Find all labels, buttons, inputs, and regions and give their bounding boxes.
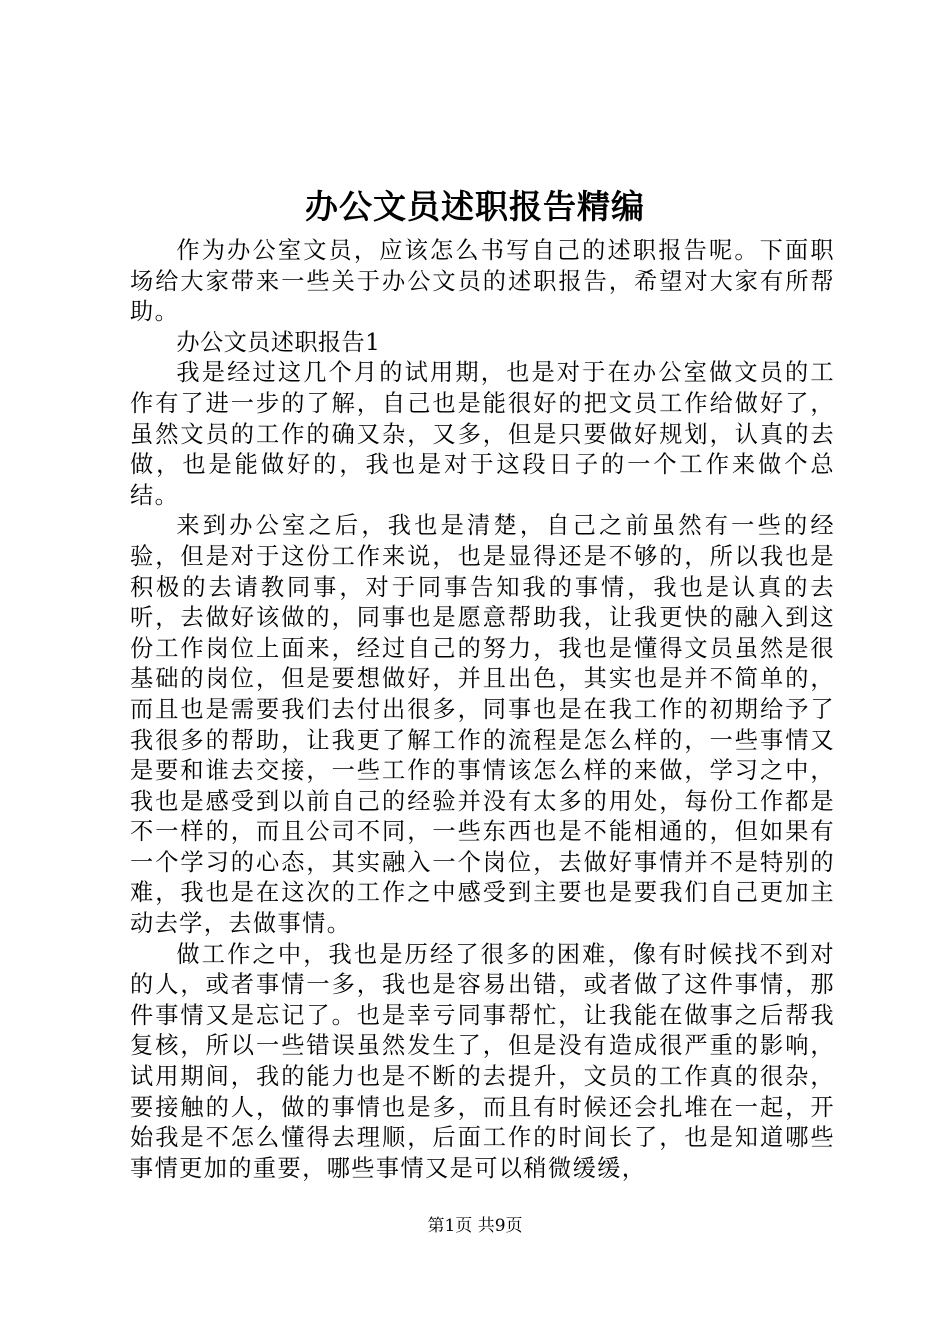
body-paragraph: 做工作之中，我也是历经了很多的困难，像有时候找不到对的人，或者事情一多，我也是容易出错，或者做了这件事情，那件事情又是忘记了。也是幸亏同事帮忙，让我能在做事之后帮我复核，所以一些错误虽然发生了，但是没有造成很严重的影响，试用期间，我的能力也是不断的去提升，文员的工作真的很杂，要接触的人，做的事情也是多，而且有时候还会扎堆在一起，开始我是不怎么懂得去理顺，后面工作的时间长了，也是知道哪些事情更加的重要，哪些事情又是可以稍微缓缓， <box>130 940 835 1182</box>
document-title: 办公文员述职报告精编 <box>305 187 645 226</box>
body-paragraph: 来到办公室之后，我也是清楚，自己之前虽然有一些的经验，但是对于这份工作来说，也是显得还是不够的，所以我也是积极的去请教同事，对于同事告知我的事情，我也是认真的去听，去做好该做的，同事也是愿意帮助我，让我更快的融入到这份工作岗位上面来，经过自己的努力，我也是懂得文员虽然是很基础的岗位，但是要想做好，并且出色，其实也是并不简单的，而且也是需要我们去付出很多，同事也是在我工作的初期给予了我很多的帮助，让我更了解工作的流程是怎么样的，一些事情又是要和谁去交接，一些工作的事情该怎么样的来做，学习之中，我也是感受到以前自己的经验并没有太多的用处，每份工作都是不一样的，而且公司不同，一些东西也是不能相通的，但如果有一个学习的心态，其实融入一个岗位，去做好事情并不是特别的难，我也是在这次的工作之中感受到主要也是要我们自己更加主动去学，去做事情。 <box>130 512 835 938</box>
intro-paragraph: 作为办公室文员，应该怎么书写自己的述职报告呢。下面职场给大家带来一些关于办公文员的述职报告，希望对大家有所帮助。 <box>130 237 835 326</box>
body-paragraph: 我是经过这几个月的试用期，也是对于在办公室做文员的工作有了进一步的了解，自己也是能很好的把文员工作给做好了，虽然文员的工作的确又杂，又多，但是只要做好规划，认真的去做，也是能做好的，我也是对于这段日子的一个工作来做个总结。 <box>130 359 835 509</box>
document-body <box>130 236 835 1184</box>
page-footer: 第1页 共9页 <box>427 1216 523 1236</box>
section-heading: 办公文员述职报告1 <box>176 328 381 356</box>
